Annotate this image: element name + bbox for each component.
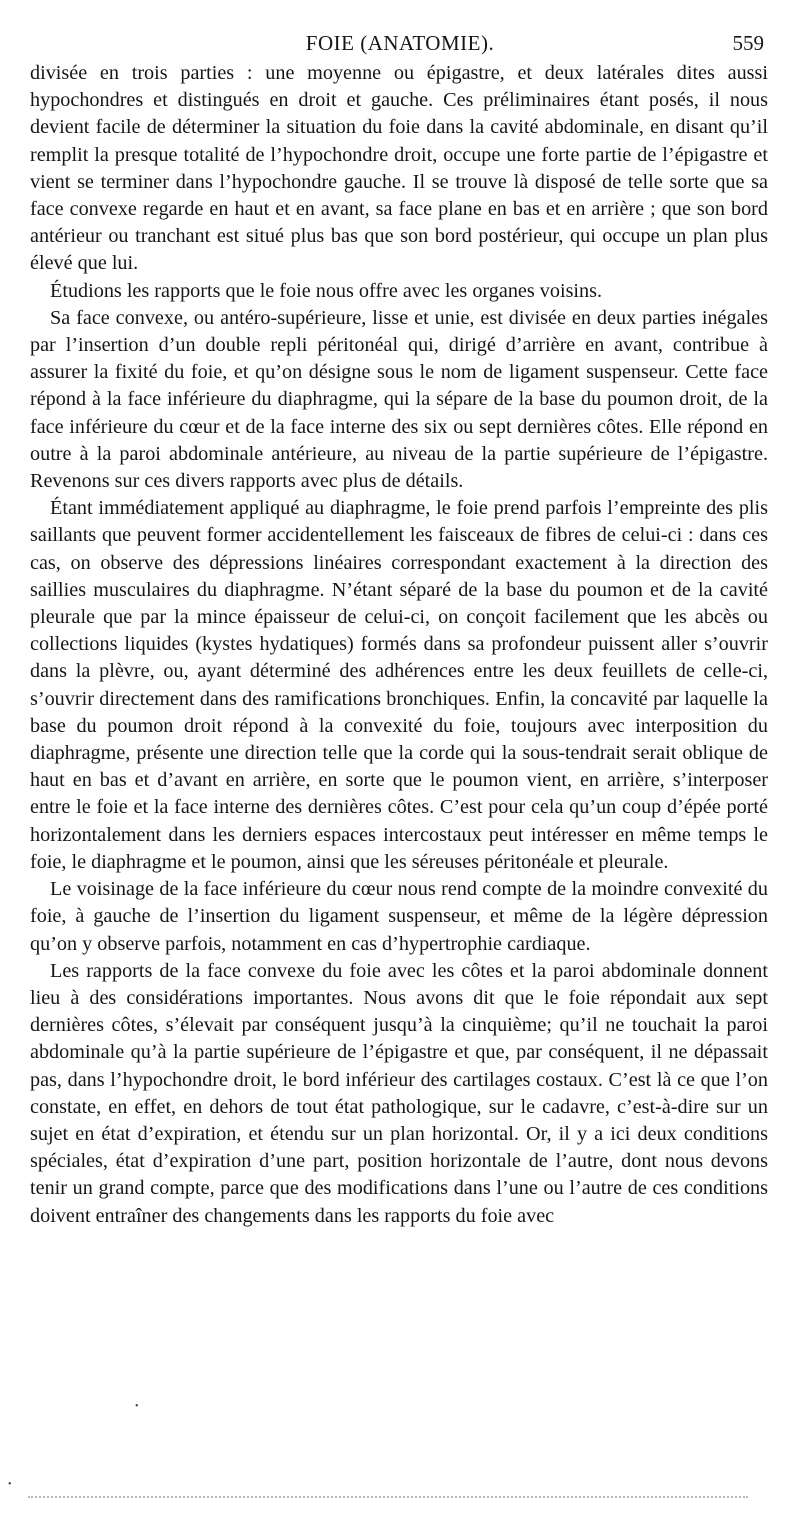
paragraph-3: Sa face convexe, ou antéro-supérieure, lisse et unie, est divisée en deux parties inégales par l’insertion d’un double repli péritonéal qui, dirigé d’arrière en avant, contribue à assurer la fixité du foie, et qu’on désigne sous le nom de ligament suspenseur. Cette face répond à la face inférieure du diaphragme, qui la sépare de la base du poumon droit, de la face inférieure du cœur et de la face interne des six ou sept dernières côtes. Elle répond en outre à la paroi abdominale antérieure, au niveau de la partie supérieure de l’épigastre. Revenons sur ces divers rapports avec plus de détails. — [30, 306, 768, 493]
ink-speck: • — [8, 1479, 12, 1490]
page-number: 559 — [732, 31, 764, 55]
paragraph-1: divisée en trois parties : une moyenne ou épigastre, et deux latérales dites aussi hypochondres et distingués en droit et gauche. Ces préliminaires étant posés, il nous devient facile de déterminer la situation du foie dans la cavité abdominale, en disant qu’il remplit la presque totalité de l’hypochondre droit, occupe une forte partie de l’épigastre et vient se terminer dans l’hypochondre gauche. Il se trouve là disposé de telle sorte que sa face convexe regarde en haut et en avant, sa face plane en bas et en arrière ; que son bord antérieur ou tranchant est situé plus bas que son bord postérieur, qui occupe un plan plus élevé que lui. — [30, 62, 768, 275]
page-header — [30, 28, 770, 58]
running-title: FOIE (ANATOMIE). — [305, 31, 495, 55]
ink-speck: • — [135, 1401, 139, 1412]
paragraph-5: Le voisinage de la face inférieure du cœur nous rend compte de la moindre convexité du foie, à gauche de l’insertion du ligament suspenseur, et même de la légère dépression qu’on y observe parfois, notamment en cas d’hypertrophie cardiaque. — [30, 878, 768, 955]
body-text — [30, 60, 768, 1230]
bottom-dotted-rule — [28, 1496, 748, 1498]
paragraph-4: Étant immédiatement appliqué au diaphragme, le foie prend parfois l’empreinte des plis saillants que peuvent former accidentellement les faisceaux de fibres de celui-ci : dans ces cas, on observe des dépressions linéaires correspondant exactement à la direction des saillies musculaires du diaphragme. N’étant séparé de la base du poumon et de la cavité pleurale que par la mince épaisseur de celui-ci, on conçoit facilement que les abcès ou collections liquides (kystes hydatiques) formés dans sa profondeur puissent aller s’ouvrir dans la plèvre, ou, ayant déterminé des adhérences entre les deux feuillets de celle-ci, s’ouvrir directement dans des ramifications bronchiques. Enfin, la concavité par laquelle la base du poumon droit répond à la convexité du foie, toujours avec interposition du diaphragme, présente une direction telle que la corde qui la sous-tendrait serait oblique de haut en bas et d’avant en arrière, en sorte que le poumon vient, en arrière, s’interposer entre le foie et la face interne des dernières côtes. C’est pour cela qu’un coup d’épée porté horizontalement dans les derniers espaces intercostaux peut intéresser en même temps le foie, le diaphragme et le poumon, ainsi que les séreuses péritonéale et pleurale. — [30, 497, 768, 873]
paragraph-2: Étudions les rapports que le foie nous offre avec les organes voisins. — [50, 279, 603, 302]
paragraph-6: Les rapports de la face convexe du foie avec les côtes et la paroi abdominale donnent lieu à des considérations importantes. Nous avons dit que le foie répondait aux sept dernières côtes, s’élevait par conséquent jusqu’à la cinquième; qu’il ne touchait la paroi abdominale qu’à la partie supérieure de l’épigastre et que, par conséquent, il ne dépassait pas, dans l’hypochondre droit, le bord inférieur des cartilages costaux. C’est là ce que l’on constate, en effet, en dehors de tout état pathologique, sur le cadavre, c’est-à-dire sur un sujet en état d’expiration, et étendu sur un plan horizontal. Or, il y a ici deux conditions spéciales, état d’expiration d’une part, position horizontale de l’autre, dont nous devons tenir un grand compte, parce que des modifications dans l’une ou l’autre de ces conditions doivent entraîner des changements dans les rapports du foie avec — [30, 959, 768, 1227]
